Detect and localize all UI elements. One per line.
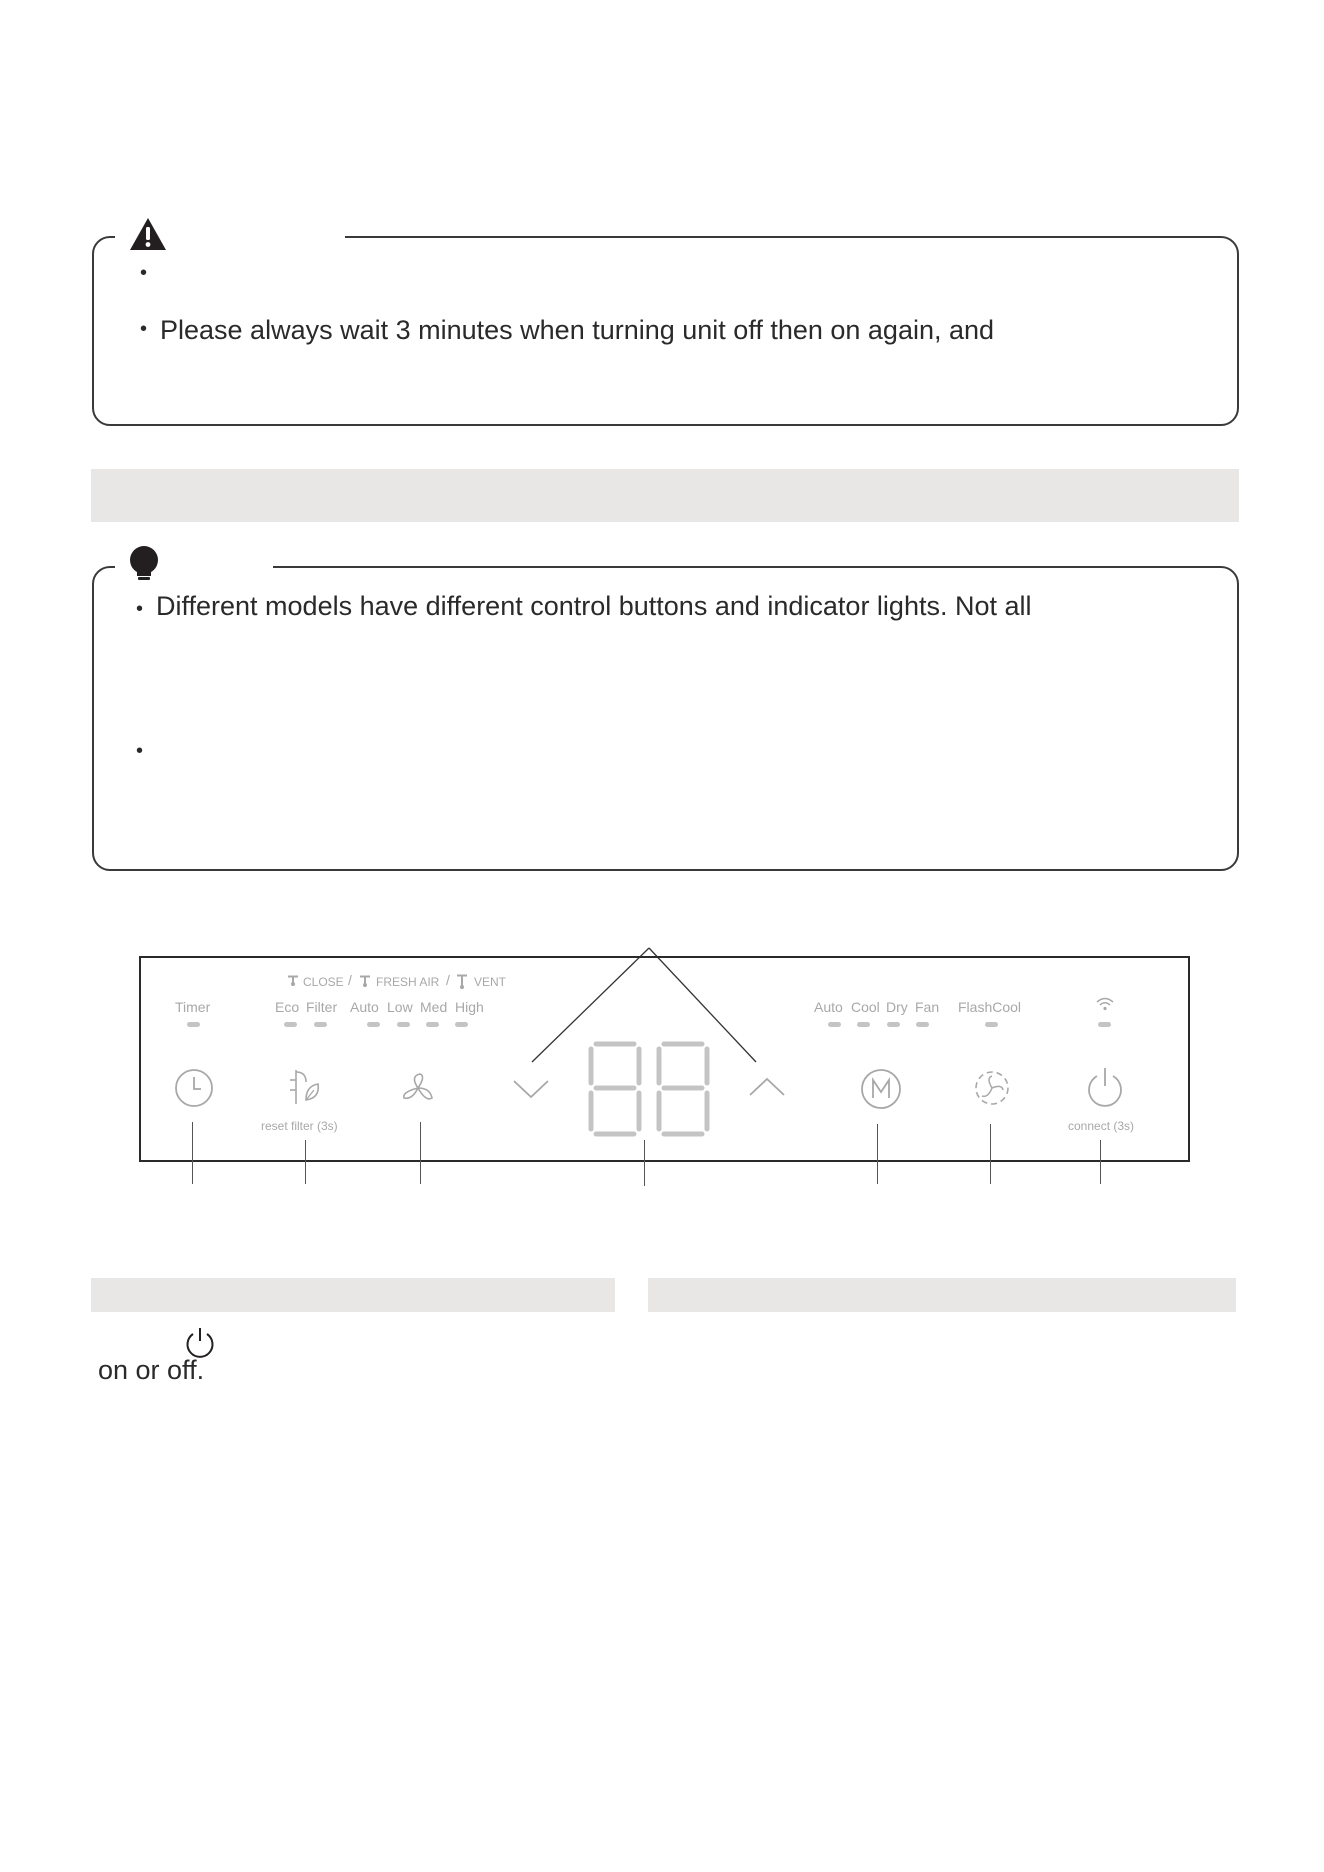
mode-auto-led [828,1022,841,1027]
flashcool-leader-line [990,1124,991,1184]
flashcool-button[interactable] [972,1068,1012,1108]
fan-speed-button[interactable] [400,1070,438,1106]
note-bullet-dot-1: • [136,598,144,620]
fan-low-led [397,1022,410,1027]
timer-leader-line [192,1122,193,1184]
mode-fan-led [916,1022,929,1027]
flashcool-led [985,1022,998,1027]
fan-high-led [455,1022,468,1027]
right-section-header-bar [648,1278,1236,1312]
damper-separator-2: / [446,972,450,988]
mode-auto-indicator-label: Auto [814,999,843,1015]
section-header-bar [91,469,1239,522]
wifi-indicator-icon [1095,997,1115,1011]
note-bullet-1-text: Different models have different control buttons and indicator lights. Not all [156,591,1032,621]
warning-triangle-icon [128,216,168,252]
damper-close-label: CLOSE [303,975,344,989]
wifi-led [1098,1022,1111,1027]
power-button[interactable] [1085,1066,1125,1108]
flashcool-indicator-label: FlashCool [958,999,1022,1015]
timer-indicator-label: Timer [175,999,211,1015]
damper-fresh-air-label: FRESH AIR [376,975,440,989]
mode-fan-indicator-label: Fan [915,999,940,1015]
warning-bullet-2-text: Please always wait 3 minutes when turning unit off then on again, and [160,315,995,345]
mode-dry-led [887,1022,900,1027]
left-section-header-bar [91,1278,615,1312]
temp-up-button[interactable] [748,1076,786,1098]
connect-label: connect (3s) [1068,1119,1135,1133]
eco-indicator-label: Eco [275,999,300,1015]
damper-close-icon [287,975,299,987]
left-section-text: on or off. [98,1355,205,1385]
warning-bullet-dot-1: • [140,262,148,284]
fan-med-led [426,1022,439,1027]
filter-indicator-label: Filter [306,999,338,1015]
eco-filter-button[interactable] [286,1068,324,1106]
damper-fresh-air-icon [359,975,371,988]
mode-cool-indicator-label: Cool [851,999,880,1015]
mode-dry-indicator-label: Dry [886,999,908,1015]
lightbulb-icon [127,545,161,581]
reset-filter-label: reset filter (3s) [261,1119,338,1133]
timer-button[interactable] [174,1068,214,1108]
temp-down-button[interactable] [512,1078,550,1100]
mode-cool-led [857,1022,870,1027]
display-digit-1 [591,1044,639,1134]
damper-vent-label: VENT [474,975,507,989]
timer-led [187,1022,200,1027]
fan-leader-line [420,1122,421,1184]
damper-vent-icon [456,974,468,990]
fan-auto-indicator-label: Auto [350,999,379,1015]
display-digit-2 [659,1044,707,1134]
fan-high-indicator-label: High [455,999,484,1015]
damper-separator-1: / [348,972,352,988]
mode-button[interactable] [860,1068,902,1110]
mode-leader-line [877,1124,878,1184]
eco-led [284,1022,297,1027]
display-leader-line [644,1140,645,1186]
fan-med-indicator-label: Med [420,999,448,1015]
note-bullet-dot-2: • [136,740,144,762]
fan-low-indicator-label: Low [387,999,413,1015]
warning-bullet-dot-2: • [140,318,148,340]
temperature-display [587,1040,713,1138]
filter-leader-line [305,1140,306,1184]
power-leader-line [1100,1140,1101,1184]
fan-auto-led [367,1022,380,1027]
filter-led [314,1022,327,1027]
